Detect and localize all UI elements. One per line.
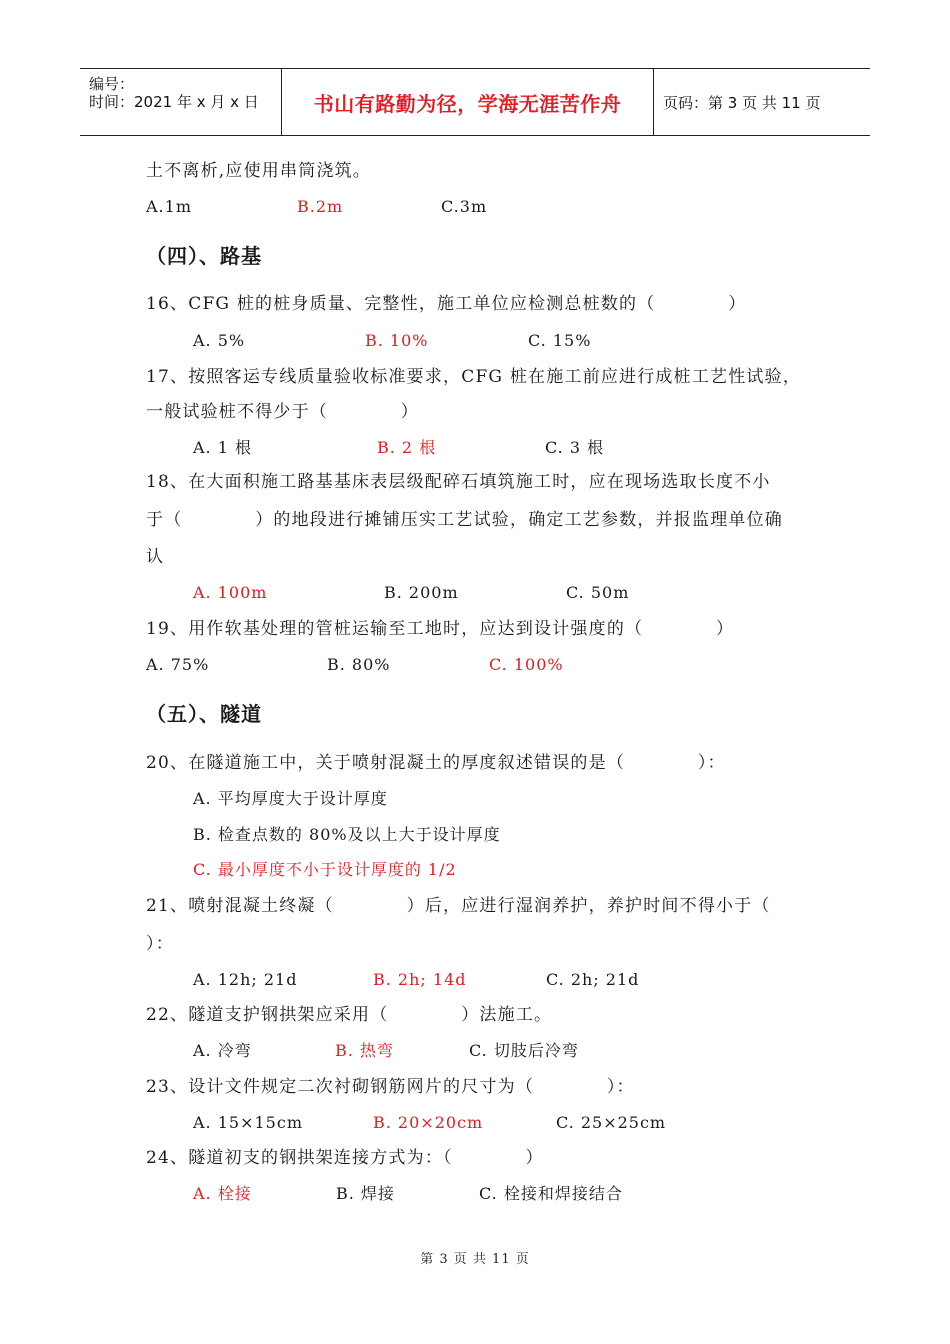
q23-option-b: B. 20×20cm: [373, 1113, 484, 1132]
page-footer: 第 3 页 共 11 页: [420, 1252, 530, 1267]
header-motto: 书山有路勤为径，学海无涯苦作舟: [282, 69, 654, 135]
section-heading-tunnel: （五）、隧道: [146, 702, 262, 726]
q18-text-line2: 于（ ）的地段进行摊铺压实工艺试验，确定工艺参数，并报监理单位确: [146, 510, 783, 530]
q18-option-a: A. 100m: [193, 583, 268, 602]
q23-text: 23、设计文件规定二次衬砌钢筋网片的尺寸为（ ）：: [146, 1077, 635, 1097]
q22-text: 22、隧道支护钢拱架应采用（ ）法施工。: [146, 1005, 553, 1025]
q16-option-b: B. 10%: [365, 331, 429, 350]
number-label: 编号：: [89, 75, 135, 93]
q15-option-c: C.3m: [441, 197, 488, 216]
q19-option-b: B. 80%: [327, 655, 391, 674]
q16-option-a: A. 5%: [193, 331, 246, 350]
q18-text-line3: 认: [146, 547, 165, 567]
q16-option-c: C. 15%: [528, 331, 592, 350]
q23-option-c: C. 25×25cm: [556, 1113, 667, 1132]
q21-option-b: B. 2h; 14d: [373, 970, 467, 989]
q16-text: 16、CFG 桩的桩身质量、完整性，施工单位应检测总桩数的（ ）: [146, 294, 747, 314]
q21-option-a: A. 12h; 21d: [193, 970, 298, 989]
q18-option-b: B. 200m: [384, 583, 459, 602]
q24-option-a: A. 栓接: [193, 1184, 252, 1203]
q24-option-b: B. 焊接: [336, 1184, 395, 1203]
date-label: 时间：2021 年 x 月 x 日: [89, 93, 259, 111]
q20-option-c: C. 最小厚度不小于设计厚度的 1/2: [193, 860, 457, 879]
q24-option-c: C. 栓接和焊接结合: [479, 1184, 623, 1203]
section-heading-subgrade: （四）、路基: [146, 244, 262, 268]
q15-option-b: B.2m: [297, 197, 344, 216]
q22-option-b: B. 热弯: [335, 1041, 394, 1060]
q21-option-c: C. 2h; 21d: [546, 970, 640, 989]
q17-option-a: A. 1 根: [193, 438, 252, 457]
q18-text-line1: 18、在大面积施工路基基床表层级配碎石填筑施工时，应在现场选取长度不小: [146, 472, 771, 492]
q17-text-line2: 一般试验桩不得少于（ ）: [146, 402, 419, 422]
q20-option-b: B. 检查点数的 80%及以上大于设计厚度: [193, 825, 501, 844]
q19-option-a: A. 75%: [146, 655, 210, 674]
header-page-number: 页码：第 3 页 共 11 页: [663, 93, 821, 112]
q19-option-c: C. 100%: [489, 655, 564, 674]
q17-option-b: B. 2 根: [377, 438, 437, 457]
q15-continuation: 土不离析,应使用串筒浇筑。: [146, 161, 372, 181]
q18-option-c: C. 50m: [566, 583, 630, 602]
q20-option-a: A. 平均厚度大于设计厚度: [193, 789, 388, 808]
q23-option-a: A. 15×15cm: [193, 1113, 303, 1132]
q21-text-line2: ）：: [146, 934, 174, 954]
q22-option-a: A. 冷弯: [193, 1041, 252, 1060]
header-info-cell: [80, 69, 282, 135]
page-header: [80, 68, 870, 136]
q21-text-line1: 21、喷射混凝土终凝（ ）后，应进行湿润养护，养护时间不得小于（: [146, 896, 771, 916]
q17-text-line1: 17、按照客运专线质量验收标准要求，CFG 桩在施工前应进行成桩工艺性试验，: [146, 367, 802, 387]
q15-option-a: A.1m: [146, 197, 192, 216]
q22-option-c: C. 切肢后冷弯: [469, 1041, 579, 1060]
q24-text: 24、隧道初支的钢拱架连接方式为：（ ）: [146, 1148, 544, 1168]
q20-text: 20、在隧道施工中，关于喷射混凝土的厚度叙述错误的是（ ）：: [146, 753, 726, 773]
q19-text: 19、用作软基处理的管桩运输至工地时，应达到设计强度的（ ）: [146, 619, 735, 639]
q17-option-c: C. 3 根: [545, 438, 605, 457]
